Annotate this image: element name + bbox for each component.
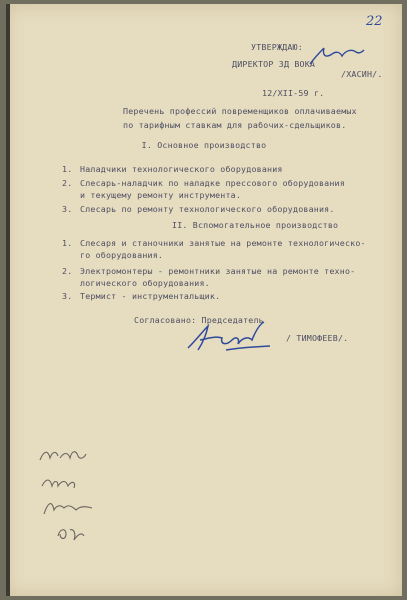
section1-item-text: Наладчики технологического оборудования bbox=[80, 164, 283, 174]
section1-item-text-cont: и текущему ремонту инструмента. bbox=[80, 190, 242, 200]
approval-date: 12/XII-59 г. bbox=[262, 88, 325, 98]
approval-position: ДИРЕКТОР ЗД ВОКА bbox=[232, 59, 316, 69]
approval-name: /ХАСИН/. bbox=[341, 69, 383, 79]
document-title-line1: Перечень профессий повременщиков оплачиваемых bbox=[123, 106, 357, 116]
document-page bbox=[6, 4, 402, 596]
section2-item-text-cont: го оборудования. bbox=[80, 250, 164, 260]
section2-item-number: 2. bbox=[62, 266, 73, 276]
section2-item-number: 1. bbox=[62, 238, 73, 248]
section1-item-number: 1. bbox=[62, 164, 73, 174]
chairman-signature bbox=[186, 320, 276, 356]
section2-item-number: 3. bbox=[62, 291, 73, 301]
section2-item-text-cont: логического оборудования. bbox=[80, 278, 210, 288]
section1-item-text: Слесарь-наладчик по наладке прессового оборудования bbox=[80, 178, 345, 188]
document-title-line2: по тарифным ставкам для рабочих-сдельщиков. bbox=[123, 120, 347, 130]
approval-label: УТВЕРЖДАЮ: bbox=[251, 42, 303, 52]
section1-heading: I. Основное производство bbox=[141, 140, 267, 150]
section1-item-number: 2. bbox=[62, 178, 73, 188]
director-signature bbox=[306, 42, 366, 70]
section2-item-text: Электромонтеры - ремонтники занятые на ремонте техно- bbox=[80, 266, 356, 276]
section1-item-text: Слесарь по ремонту технологического оборудования. bbox=[80, 204, 335, 214]
pencil-marginal-notes bbox=[36, 444, 116, 544]
section2-item-text: Термист - инструментальщик. bbox=[80, 291, 221, 301]
section2-item-text: Слесаря и станочники занятые на ремонте технологическо- bbox=[80, 238, 366, 248]
agreement-label: Согласовано: Председатель bbox=[134, 315, 264, 325]
section2-heading: II. Вспомогательное производство bbox=[172, 220, 339, 230]
binder-edge bbox=[6, 4, 10, 596]
page-number: 22 bbox=[366, 14, 383, 29]
agreement-name: / ТИМОФЕЕВ/. bbox=[286, 333, 349, 343]
section1-item-number: 3. bbox=[62, 204, 73, 214]
